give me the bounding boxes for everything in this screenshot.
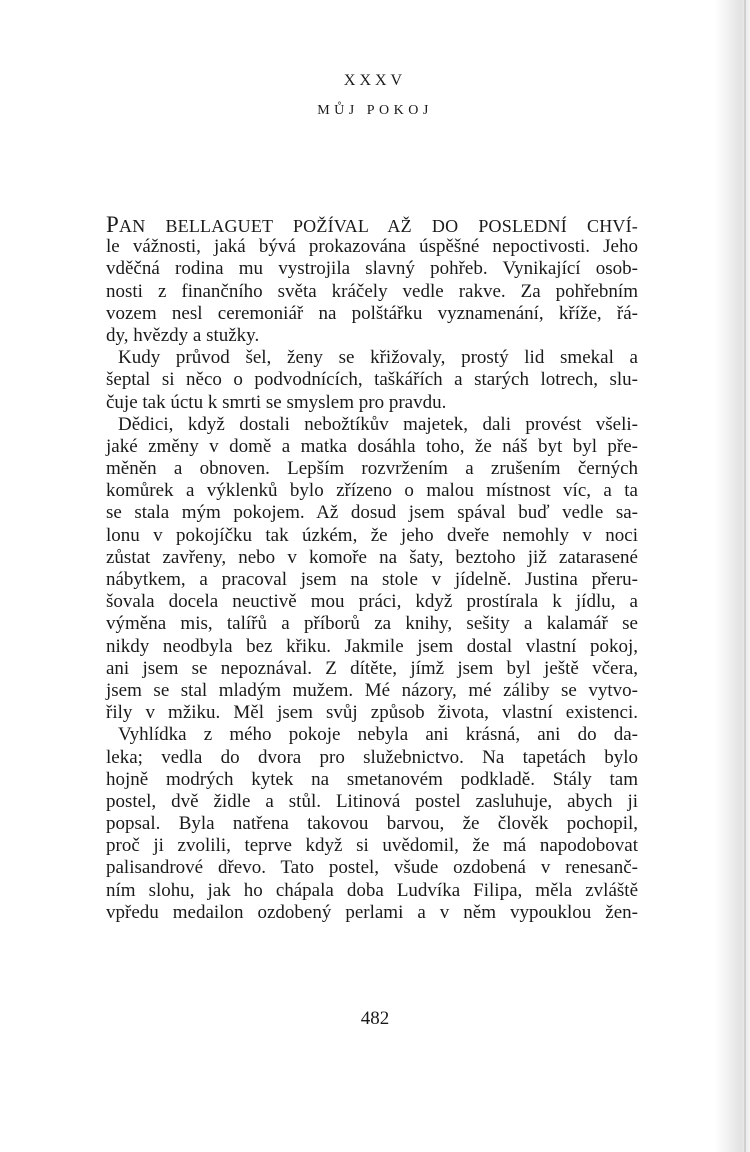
text-line: jsem se stal mladým mužem. Mé názory, mé záliby se vytvo- — [106, 679, 638, 701]
text-line: se stala mým pokojem. Až dosud jsem spával buď vedle sa- — [106, 502, 638, 524]
chapter-number: XXXV — [343, 72, 407, 89]
text-line: ním slohu, jak ho chápala doba Ludvíka Filipa, měla zvláště — [106, 879, 638, 901]
chapter-title: MŮJ POKOJ — [317, 103, 433, 118]
text-line: leka; vedla do dvora pro služebnictvo. Na tapetách bylo — [106, 746, 638, 768]
text-line: šovala docela neuctivě mou práci, když prostírala k jídlu, a — [106, 591, 638, 613]
text-line: vpředu medailon ozdobený perlami a v něm vypouklou žen- — [106, 901, 638, 923]
text-line: popsal. Byla natřena takovou barvou, že člověk pochopil, — [106, 813, 638, 835]
text-line: Kudy průvod šel, ženy se křižovaly, prostý lid smekal a — [118, 347, 638, 369]
text-line: Dědici, když dostali nebožtíkův majetek, dali provést všeli- — [118, 413, 638, 435]
page-edge-shadow — [714, 0, 750, 1152]
text-line: dy, hvězdy a stužky. — [106, 324, 260, 346]
text-line: šeptal si něco o podvodnících, taškářích a starých lotrech, slu- — [106, 369, 638, 391]
text-line: lonu v pokojíčku tak úzkém, že jeho dveře nemohly v noci — [106, 524, 638, 546]
text-line: Vyhlídka z mého pokoje nebyla ani krásná, ani do da- — [118, 724, 638, 746]
text-line: měněn a obnoven. Lepším rozvržením a zrušením černých — [106, 458, 638, 480]
text-line: nosti z finančního světa kráčely vedle rakve. Za pohřebním — [106, 280, 638, 302]
text-line: nikdy neodbyla bez křiku. Jakmile jsem dostal vlastní pokoj, — [106, 635, 638, 657]
text-line: řily v mžiku. Měl jsem svůj způsob života, vlastní existenci. — [106, 702, 638, 724]
text-line: vozem nesl ceremoniář na polštářku vyznamenání, kříže, řá- — [106, 302, 638, 324]
text-line: zůstat zavřeny, nebo v komoře na šaty, beztoho již zatarasené — [106, 546, 638, 568]
text-line: proč ji zvolili, teprve když si uvědomil, že má napodobovat — [106, 835, 638, 857]
text-line: vděčná rodina mu vystrojila slavný pohřeb. Vynikající osob- — [106, 258, 638, 280]
text-line: čuje tak úctu k smrti se smyslem pro pravdu. — [106, 391, 447, 413]
text-line: jaké změny v domě a matka dosáhla toho, že náš byt byl pře- — [106, 435, 638, 457]
page-number: 482 — [360, 1008, 390, 1029]
drop-cap: P — [106, 212, 119, 237]
text-line: postel, dvě židle a stůl. Litinová postel zasluhuje, abych ji — [106, 790, 638, 812]
text-line: komůrek a výklenků bylo zřízeno o malou místnost víc, a ta — [106, 480, 638, 502]
text-line: le vážnosti, jaká bývá prokazována úspěšné nepoctivosti. Jeho — [106, 236, 638, 258]
text-line: nábytkem, a pracoval jsem na stole v jídelně. Justina přeru- — [106, 569, 638, 590]
text-line: hojně modrých kytek na smetanovém podkladě. Stály tam — [106, 768, 638, 790]
text-line: palisandrové dřevo. Tato postel, všude ozdobená v renesanč- — [106, 857, 638, 879]
text-line: výměna mis, talířů a příborů za knihy, sešity a kalamář se — [106, 613, 638, 635]
body-text — [106, 214, 638, 924]
line-text: AN BELLAGUET POŽÍVAL AŽ DO POSLEDNÍ CHVÍ- — [119, 216, 638, 236]
text-line: ani jsem se nepoznával. Z dítěte, jímž jsem byl ještě včera, — [106, 657, 638, 679]
text-line — [106, 214, 638, 236]
